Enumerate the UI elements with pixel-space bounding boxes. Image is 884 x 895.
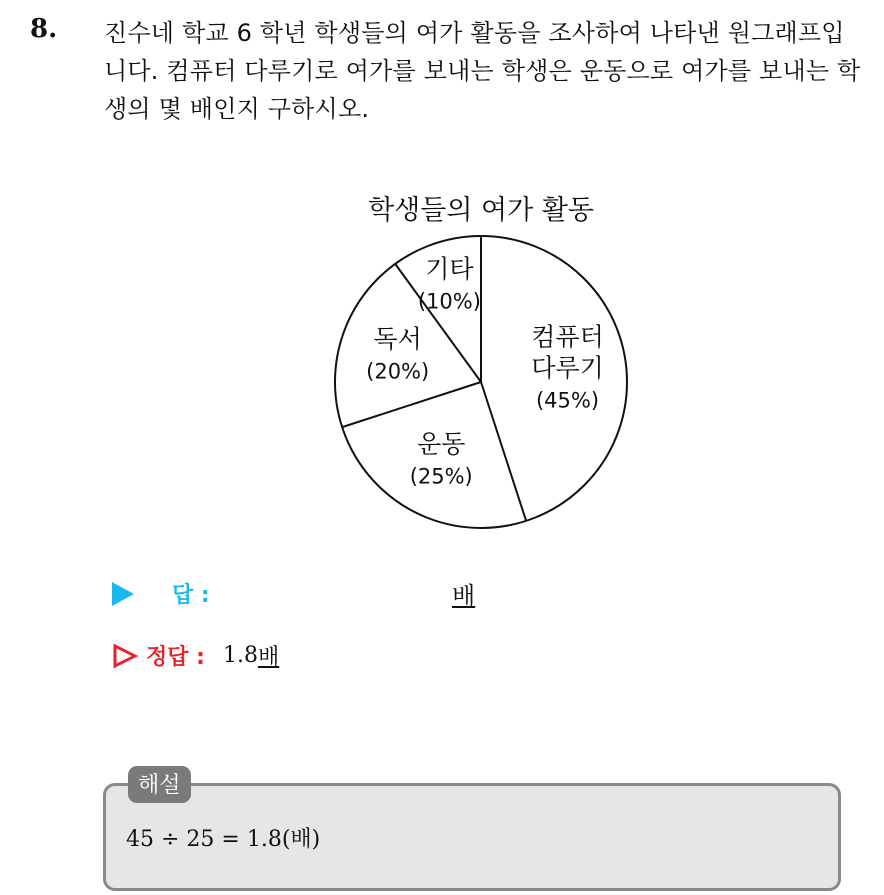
explanation-tag: 해설: [128, 766, 191, 803]
slice-name-label: 운동: [417, 429, 466, 459]
slice-name-label: 다루기: [531, 353, 604, 383]
slice-name-label: 컴퓨터: [531, 322, 604, 352]
solution-unit: 배: [257, 645, 280, 670]
slice-percent-label: (45%): [535, 388, 600, 413]
slice-percent-label: (20%): [366, 359, 430, 384]
slice-percent-label: (10%): [417, 289, 481, 314]
answer-arrow-icon: [112, 582, 134, 606]
pie-slice-label: [531, 322, 603, 412]
answer-row: [112, 578, 210, 609]
chart-title: 학생들의 여가 활동: [368, 195, 594, 226]
solution-arrow-icon: [112, 643, 138, 669]
explanation-text: 45 ÷ 25 = 1.8(배): [126, 827, 321, 852]
solution-row: [112, 640, 279, 671]
solution-label: 정답 :: [146, 645, 205, 670]
question-text: 진수네 학교 6 학년 학생들의 여가 활동을 조사하여 나타낸 원그래프입니다. 컴퓨터 다루기로 여가를 보내는 학생은 운동으로 여가를 보내는 학생의 몇 배인지 구하시오.: [104, 19, 861, 123]
slice-percent-label: (25%): [409, 464, 473, 489]
answer-label: 답 :: [172, 583, 210, 608]
question-number: 8.: [30, 14, 58, 44]
slice-name-label: 기타: [425, 254, 474, 284]
slice-name-label: 독서: [373, 324, 422, 354]
pie-chart: [300, 185, 660, 535]
answer-blank-unit: 배: [452, 582, 476, 610]
solution-value: 1.8: [222, 643, 258, 668]
